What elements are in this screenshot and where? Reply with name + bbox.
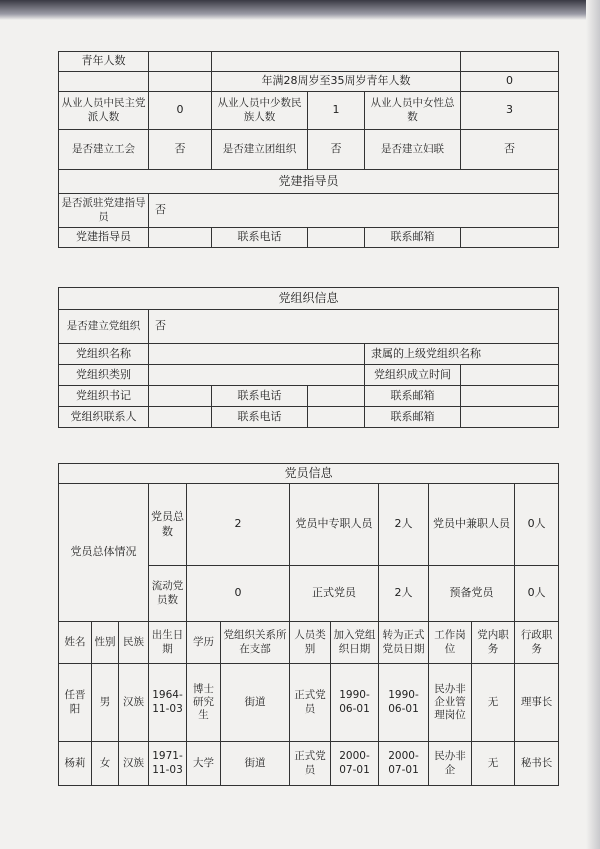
col-birthdate: 出生日期 (149, 622, 187, 664)
fulltime-label: 党员中专职人员 (290, 484, 379, 566)
parttime-label: 党员中兼职人员 (429, 484, 515, 566)
union-value: 否 (149, 130, 212, 170)
party-org-founded-label: 党组织成立时间 (365, 365, 461, 386)
youth-league-label: 是否建立团组织 (212, 130, 308, 170)
members-total-label: 党员总数 (149, 484, 187, 566)
col-party-duty: 党内职务 (472, 622, 515, 664)
democratic-party-value: 0 (149, 92, 212, 130)
women-federation-value: 否 (461, 130, 559, 170)
floating-value: 0 (187, 566, 290, 622)
col-ethnicity: 民族 (119, 622, 149, 664)
instructor-phone-label: 联系电话 (212, 228, 308, 248)
formal-label: 正式党员 (290, 566, 379, 622)
youth-count: 0 (461, 72, 559, 92)
contact-phone-label: 联系电话 (212, 407, 308, 428)
col-branch: 党组织关系所在支部 (221, 622, 290, 664)
secretary-email-label: 联系邮箱 (365, 386, 461, 407)
col-category: 人员类别 (290, 622, 331, 664)
members-overall-label: 党员总体情况 (59, 484, 149, 622)
democratic-party-label: 从业人员中民主党派人数 (59, 92, 149, 130)
member-branch: 街道 (221, 664, 290, 742)
formal-value: 2人 (379, 566, 429, 622)
member-join-date: 2000-07-01 (331, 742, 379, 786)
instructor-dispatched-label: 是否派驻党建指导员 (59, 194, 149, 228)
col-gender: 性别 (92, 622, 119, 664)
col-position: 工作岗位 (429, 622, 472, 664)
female-total-label: 从业人员中女性总数 (365, 92, 461, 130)
party-contact-label: 党组织联系人 (59, 407, 149, 428)
youth-label: 青年人数 (59, 52, 149, 72)
member-category: 正式党员 (290, 664, 331, 742)
basic-info-table (58, 51, 559, 248)
table-row (59, 664, 559, 742)
col-education: 学历 (187, 622, 221, 664)
party-org-name-label: 党组织名称 (59, 344, 149, 365)
parttime-value: 0人 (515, 484, 559, 566)
probation-value: 0人 (515, 566, 559, 622)
scan-top-edge (0, 0, 600, 20)
members-total-value: 2 (187, 484, 290, 566)
female-total-value: 3 (461, 92, 559, 130)
member-category: 正式党员 (290, 742, 331, 786)
member-ethnicity: 汉族 (119, 664, 149, 742)
member-ethnicity: 汉族 (119, 742, 149, 786)
member-gender: 女 (92, 742, 119, 786)
col-admin-duty: 行政职务 (515, 622, 559, 664)
member-name: 杨莉 (59, 742, 92, 786)
member-education: 大学 (187, 742, 221, 786)
union-label: 是否建立工会 (59, 130, 149, 170)
col-join-date: 加入党组织日期 (331, 622, 379, 664)
member-party-duty: 无 (472, 664, 515, 742)
member-admin-duty: 理事长 (515, 664, 559, 742)
party-org-parent-label: 隶属的上级党组织名称 (365, 344, 559, 365)
probation-label: 预备党员 (429, 566, 515, 622)
members-section-title: 党员信息 (59, 464, 559, 484)
women-federation-label: 是否建立妇联 (365, 130, 461, 170)
member-position: 民办非企业管理岗位 (429, 664, 472, 742)
instructor-section-title: 党建指导员 (59, 170, 559, 194)
member-name: 任晋阳 (59, 664, 92, 742)
instructor-name-label: 党建指导员 (59, 228, 149, 248)
youth-league-value: 否 (308, 130, 365, 170)
youth-desc: 年满28周岁至35周岁青年人数 (212, 72, 461, 92)
secretary-phone-label: 联系电话 (212, 386, 308, 407)
floating-label: 流动党员数 (149, 566, 187, 622)
party-org-section-title: 党组织信息 (59, 288, 559, 310)
instructor-email-label: 联系邮箱 (365, 228, 461, 248)
member-education: 博士研究生 (187, 664, 221, 742)
members-table (58, 463, 559, 786)
member-join-date: 1990-06-01 (331, 664, 379, 742)
party-org-type-label: 党组织类别 (59, 365, 149, 386)
party-org-established-label: 是否建立党组织 (59, 310, 149, 344)
member-formal-date: 2000-07-01 (379, 742, 429, 786)
col-formal-date: 转为正式党员日期 (379, 622, 429, 664)
member-gender: 男 (92, 664, 119, 742)
table-row (59, 742, 559, 786)
scan-right-edge (586, 0, 600, 849)
fulltime-value: 2人 (379, 484, 429, 566)
member-formal-date: 1990-06-01 (379, 664, 429, 742)
member-birthdate: 1964-11-03 (149, 664, 187, 742)
member-admin-duty: 秘书长 (515, 742, 559, 786)
col-name: 姓名 (59, 622, 92, 664)
party-org-table (58, 287, 559, 428)
instructor-dispatched-value: 否 (149, 194, 559, 228)
ethnic-minority-value: 1 (308, 92, 365, 130)
ethnic-minority-label: 从业人员中少数民族人数 (212, 92, 308, 130)
party-org-established-value: 否 (149, 310, 559, 344)
member-position: 民办非企 (429, 742, 472, 786)
contact-email-label: 联系邮箱 (365, 407, 461, 428)
member-party-duty: 无 (472, 742, 515, 786)
member-birthdate: 1971-11-03 (149, 742, 187, 786)
party-secretary-label: 党组织书记 (59, 386, 149, 407)
member-branch: 街道 (221, 742, 290, 786)
